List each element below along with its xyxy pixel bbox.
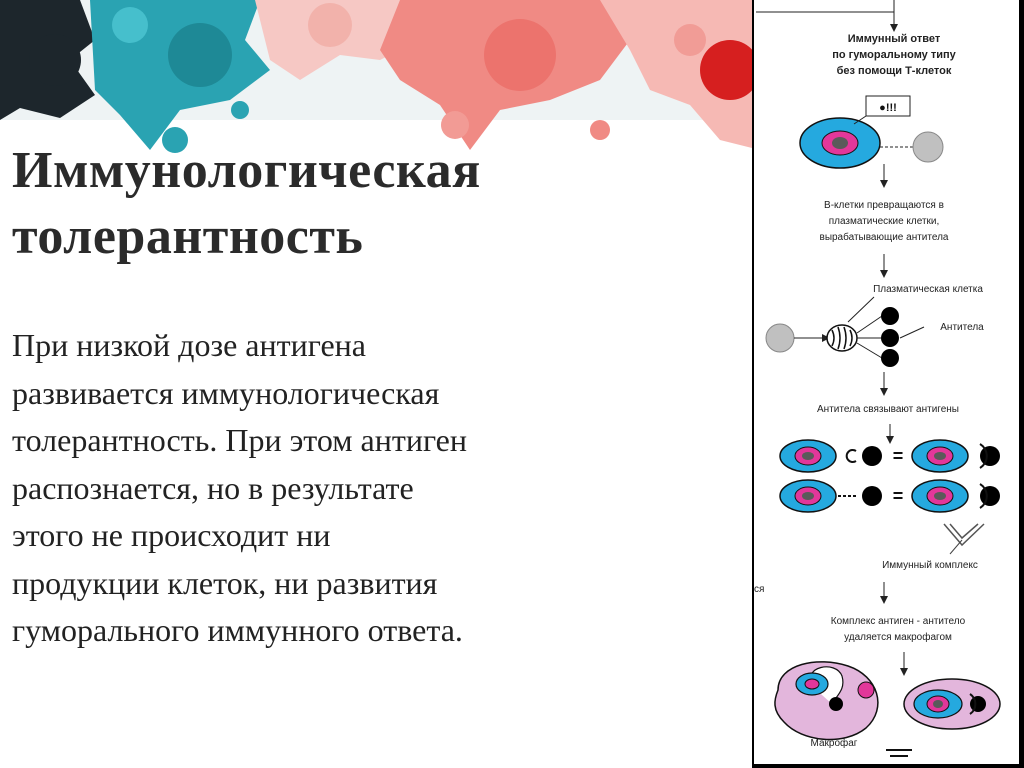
header-line-2: по гуморальному типу — [832, 49, 956, 61]
binding-row-1 — [780, 440, 1000, 472]
body-line: распознается, но в результате — [12, 469, 414, 506]
title-line-2: толерантность — [12, 208, 364, 265]
body-line: этого не происходит ни — [12, 517, 331, 553]
b-cell-icon — [800, 118, 880, 168]
antigen-callout-label: ●!!! — [879, 102, 897, 114]
slide-body-text — [12, 322, 632, 655]
diagram-border-left — [752, 0, 754, 768]
body-line: развивается иммунологическая — [12, 374, 440, 411]
grey-cell-icon — [766, 324, 794, 352]
slide-title — [12, 138, 652, 270]
antibody-dot — [881, 349, 899, 367]
step1-line-2: плазматические клетки, — [828, 216, 940, 227]
equals-sign: = — [892, 486, 904, 506]
equals-sign: = — [892, 446, 904, 466]
plasma-cell-label: Плазматическая клетка — [873, 284, 983, 295]
antigen-grey-icon — [913, 132, 943, 162]
antibody-dot — [881, 329, 899, 347]
binding-row-2 — [780, 480, 1000, 512]
step1-line-1: В-клетки превращаются в — [824, 200, 944, 211]
body-line: толерантность. При этом антиген — [12, 422, 467, 458]
bound-complex-icon — [904, 679, 1000, 729]
macrophage-icon — [775, 662, 878, 740]
body-line: продукции клеток, ни развития — [12, 564, 438, 601]
diagram-border-right — [1019, 0, 1024, 768]
header-line-1: Иммунный ответ — [847, 33, 941, 45]
immune-response-diagram — [752, 0, 1024, 768]
immune-complex-label: Иммунный комплекс — [882, 560, 978, 571]
antibody-dot — [881, 307, 899, 325]
step3-line-2: удаляется макрофагом — [844, 632, 952, 643]
step3-line-1: Комплекс антиген - антитело — [830, 616, 966, 627]
step1-line-3: вырабатывающие антитела — [819, 232, 949, 243]
step2-label: Антитела связывают антигены — [817, 404, 959, 415]
merge-chevron-icon — [944, 524, 984, 545]
body-line: гуморального иммунного ответа. — [12, 612, 463, 648]
diagram-border-bottom — [752, 764, 1024, 768]
diagram-canvas — [752, 0, 1024, 768]
antibody-label: Антитела — [940, 322, 984, 333]
title-line-1: Иммунологическая — [12, 142, 481, 199]
header-line-3: без помощи Т-клеток — [836, 65, 952, 77]
plasma-cell-icon — [827, 325, 857, 351]
macrophage-label: Макрофаг — [810, 738, 858, 749]
body-line: При низкой дозе антигена — [12, 327, 366, 363]
side-fragment-text: ся — [754, 584, 765, 595]
